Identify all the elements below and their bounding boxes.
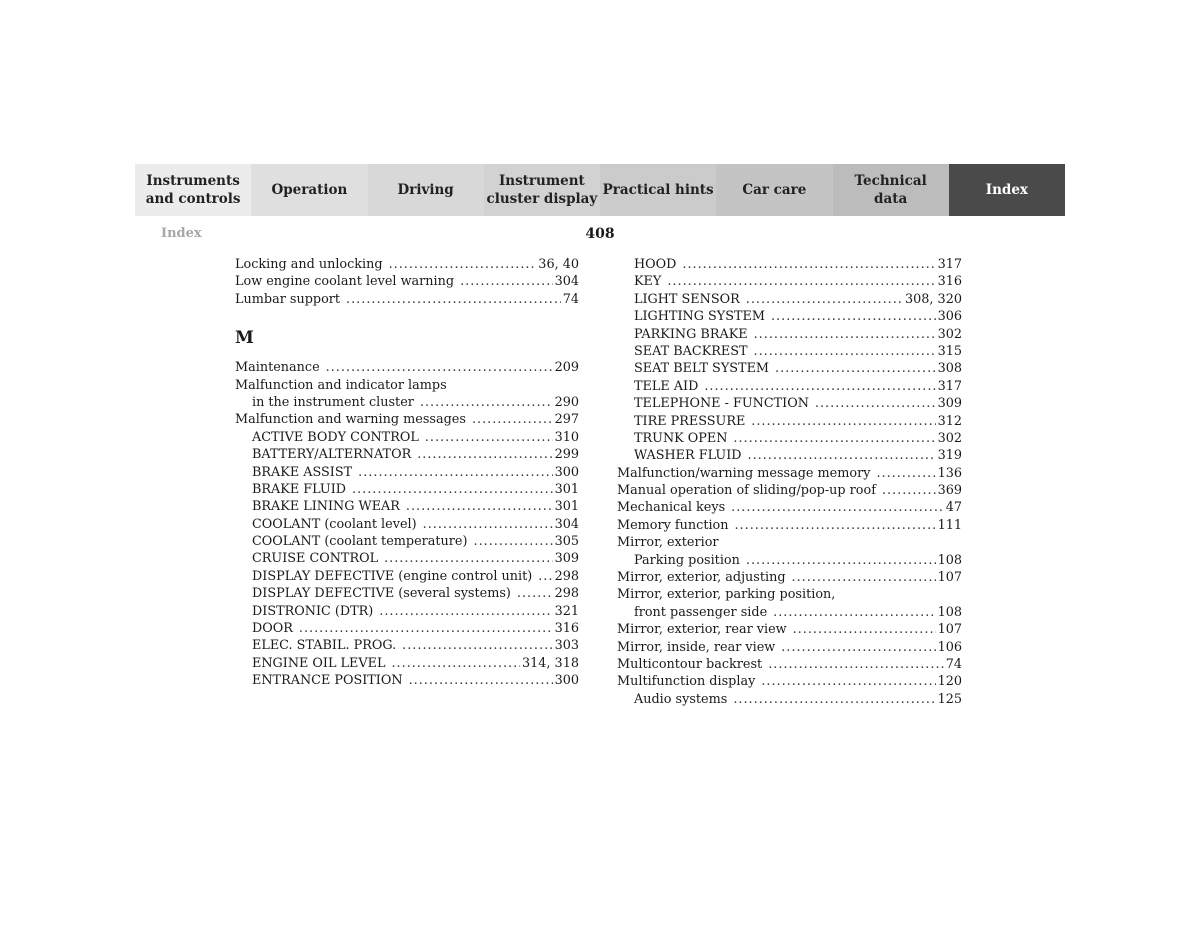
entry-page-reference[interactable]: 107 — [937, 570, 962, 586]
entry-page-reference[interactable]: 308, 320 — [905, 291, 962, 307]
index-entry[interactable] — [617, 447, 962, 464]
index-entry[interactable] — [617, 430, 962, 447]
index-entry[interactable] — [235, 273, 579, 290]
index-entry[interactable] — [235, 359, 579, 376]
entry-text: COOLANT (coolant level) — [252, 516, 417, 532]
dot-leader — [417, 446, 552, 463]
entry-text: Memory function — [617, 517, 729, 533]
index-entry[interactable] — [617, 604, 962, 621]
entry-page-reference[interactable]: 309 — [937, 396, 962, 412]
index-entry-heading — [617, 586, 962, 603]
entry-text: COOLANT (coolant temperature) — [252, 534, 468, 550]
tab-instrument-cluster-display[interactable]: Instrument cluster display — [484, 164, 600, 216]
dot-leader — [667, 273, 935, 290]
entry-text: WASHER FLUID — [634, 448, 742, 464]
index-entry[interactable] — [617, 326, 962, 343]
dot-leader — [746, 291, 903, 308]
index-entry[interactable] — [235, 291, 579, 308]
index-entry[interactable] — [617, 569, 962, 586]
dot-leader — [771, 308, 936, 325]
entry-page-reference[interactable]: 125 — [937, 691, 962, 707]
index-entry[interactable] — [617, 499, 962, 516]
entry-text: CRUISE CONTROL — [252, 551, 379, 567]
entry-text: Low engine coolant level warning — [235, 274, 455, 290]
index-entry[interactable] — [235, 637, 579, 654]
index-entry[interactable] — [617, 273, 962, 290]
dot-leader — [748, 447, 936, 464]
dot-leader — [358, 464, 552, 481]
index-entry[interactable] — [617, 621, 962, 638]
tab-index[interactable]: Index — [949, 164, 1065, 216]
entry-text: ENTRANCE POSITION — [252, 673, 403, 689]
entry-page-reference[interactable]: 106 — [937, 639, 962, 655]
entry-page-reference[interactable]: 312 — [937, 413, 962, 429]
entry-text: Mirror, exterior, adjusting — [617, 570, 786, 586]
index-entry[interactable] — [235, 603, 579, 620]
entry-page-reference[interactable]: 309 — [554, 551, 579, 567]
entry-page-reference[interactable]: 290 — [554, 394, 579, 410]
dot-leader — [761, 673, 935, 690]
entry-page-reference[interactable]: 301 — [554, 481, 579, 497]
entry-text: ENGINE OIL LEVEL — [252, 655, 386, 671]
entry-text: Mirror, exterior, parking position, — [617, 587, 836, 603]
index-entry[interactable] — [617, 552, 962, 569]
entry-page-reference[interactable]: 299 — [554, 447, 579, 463]
dot-leader — [406, 498, 553, 515]
entry-text: Malfunction/warning message memory — [617, 465, 871, 481]
entry-page-reference[interactable]: 298 — [554, 586, 579, 602]
entry-page-reference[interactable]: 111 — [937, 517, 962, 533]
index-column-left — [235, 256, 579, 690]
index-entry[interactable] — [617, 482, 962, 499]
entry-text: LIGHTING SYSTEM — [634, 309, 765, 325]
index-entry[interactable] — [235, 550, 579, 567]
entry-page-reference[interactable]: 302 — [937, 326, 962, 342]
dot-leader — [474, 533, 553, 550]
index-entry[interactable] — [617, 343, 962, 360]
index-entry-heading — [235, 377, 579, 394]
entry-page-reference[interactable]: 315 — [937, 343, 962, 359]
entry-page-reference[interactable]: 305 — [554, 534, 579, 550]
index-entry[interactable] — [617, 308, 962, 325]
entry-text: Parking position — [634, 552, 740, 568]
dot-leader — [409, 672, 553, 689]
entry-text: DISTRONIC (DTR) — [252, 603, 374, 619]
dot-leader — [425, 429, 553, 446]
index-entry[interactable] — [235, 672, 579, 689]
entry-page-reference[interactable]: 74 — [562, 291, 579, 307]
entry-text: KEY — [634, 274, 662, 290]
dot-leader — [352, 481, 553, 498]
entry-text: BATTERY/ALTERNATOR — [252, 447, 412, 463]
dot-leader — [472, 411, 553, 428]
entry-text: Multifunction display — [617, 674, 756, 690]
entry-page-reference[interactable]: 47 — [945, 500, 962, 516]
index-entry[interactable] — [617, 465, 962, 482]
chapter-tabs — [135, 164, 1065, 216]
index-entry[interactable] — [617, 517, 962, 534]
dot-leader — [815, 395, 936, 412]
dot-leader — [460, 273, 553, 290]
dot-leader — [773, 604, 935, 621]
index-entry[interactable] — [235, 655, 579, 672]
entry-page-reference[interactable]: 297 — [554, 412, 579, 428]
dot-leader — [682, 256, 935, 273]
entry-text: front passenger side — [634, 604, 768, 620]
tab-practical-hints[interactable]: Practical hints — [600, 164, 716, 216]
entry-page-reference[interactable]: 36, 40 — [538, 257, 579, 272]
entry-page-reference[interactable]: 319 — [937, 448, 962, 464]
dot-leader — [746, 552, 936, 569]
dot-leader — [420, 394, 553, 411]
dot-leader — [346, 291, 561, 308]
dot-leader — [731, 499, 944, 516]
index-entry[interactable] — [617, 395, 962, 412]
index-entry[interactable] — [617, 256, 962, 273]
tab-car-care[interactable]: Car care — [716, 164, 832, 216]
entry-page-reference[interactable]: 308 — [937, 361, 962, 377]
dot-leader — [389, 256, 537, 273]
tab-operation[interactable]: Operation — [251, 164, 367, 216]
entry-page-reference[interactable]: 107 — [937, 622, 962, 638]
dot-leader — [704, 378, 935, 395]
dot-leader — [326, 359, 553, 376]
entry-page-reference[interactable]: 310 — [554, 429, 579, 445]
entry-page-reference[interactable]: 317 — [937, 378, 962, 394]
entry-text: ELEC. STABIL. PROG. — [252, 638, 397, 654]
index-entry[interactable] — [235, 429, 579, 446]
index-group-m — [235, 359, 579, 689]
index-entry[interactable] — [235, 481, 579, 498]
index-entry[interactable] — [617, 291, 962, 308]
dot-leader — [876, 465, 935, 482]
entry-text: PARKING BRAKE — [634, 326, 748, 342]
entry-page-reference[interactable]: 301 — [554, 499, 579, 515]
dot-leader — [754, 343, 936, 360]
dot-leader — [402, 637, 552, 654]
entry-text: Maintenance — [235, 360, 320, 376]
entry-text: SEAT BACKREST — [634, 343, 748, 359]
index-group-l — [235, 256, 579, 308]
entry-page-reference[interactable]: 321 — [554, 603, 579, 619]
entry-page-reference[interactable]: 120 — [937, 674, 962, 690]
dot-leader — [517, 585, 553, 602]
entry-text: Manual operation of sliding/pop-up roof — [617, 483, 876, 499]
index-entry[interactable] — [617, 673, 962, 690]
entry-text: DISPLAY DEFECTIVE (engine control unit) — [252, 568, 533, 584]
index-entry[interactable] — [617, 639, 962, 656]
entry-page-reference[interactable]: 136 — [937, 465, 962, 481]
dot-leader — [792, 569, 936, 586]
entry-text: Mirror, inside, rear view — [617, 639, 776, 655]
entry-page-reference[interactable]: 316 — [937, 274, 962, 290]
dot-leader — [735, 517, 936, 534]
dot-leader — [379, 603, 552, 620]
index-entry[interactable] — [235, 516, 579, 533]
dot-leader — [768, 656, 944, 673]
entry-text: SEAT BELT SYSTEM — [634, 361, 770, 377]
tab-instruments-and-controls[interactable]: Instruments and controls — [135, 164, 251, 216]
dot-leader — [751, 413, 935, 430]
entry-text: Locking and unlocking — [235, 257, 383, 272]
entry-text: Lumbar support — [235, 291, 341, 307]
entry-page-reference[interactable]: 303 — [554, 638, 579, 654]
entry-page-reference[interactable]: 74 — [945, 656, 962, 672]
entry-text: TRUNK OPEN — [634, 430, 728, 446]
entry-page-reference[interactable]: 209 — [554, 360, 579, 376]
entry-text: Mechanical keys — [617, 500, 726, 516]
dot-leader — [384, 550, 552, 567]
dot-leader — [391, 655, 520, 672]
entry-page-reference[interactable]: 108 — [937, 604, 962, 620]
entry-page-reference[interactable]: 302 — [937, 430, 962, 446]
entry-text: TELEPHONE - FUNCTION — [634, 396, 809, 412]
entry-text: Malfunction and warning messages — [235, 412, 466, 428]
entry-page-reference[interactable]: 304 — [554, 274, 579, 290]
entry-text: Malfunction and indicator lamps — [235, 377, 447, 393]
entry-page-reference[interactable]: 298 — [554, 568, 579, 584]
entry-text: BRAKE FLUID — [252, 481, 347, 497]
dot-leader — [781, 639, 935, 656]
index-entry[interactable] — [235, 394, 579, 411]
entry-page-reference[interactable]: 300 — [554, 673, 579, 689]
index-entry[interactable] — [235, 256, 579, 273]
entry-text: Multicontour backrest — [617, 656, 763, 672]
entry-page-reference[interactable]: 317 — [937, 257, 962, 272]
entry-page-reference[interactable]: 314, 318 — [522, 655, 579, 671]
entry-text: BRAKE LINING WEAR — [252, 499, 400, 515]
entry-text: Mirror, exterior — [617, 535, 719, 551]
index-entry[interactable] — [617, 656, 962, 673]
index-entry-heading — [617, 534, 962, 551]
index-group-m-continued — [617, 256, 962, 708]
index-entry[interactable] — [235, 568, 579, 585]
index-entry[interactable] — [617, 691, 962, 708]
entry-page-reference[interactable]: 304 — [554, 516, 579, 532]
index-entry[interactable] — [617, 413, 962, 430]
dot-leader — [882, 482, 936, 499]
entry-page-reference[interactable]: 369 — [937, 483, 962, 499]
index-entry[interactable] — [235, 585, 579, 602]
entry-text: Mirror, exterior, rear view — [617, 622, 787, 638]
index-entry[interactable] — [235, 620, 579, 637]
index-entry[interactable] — [235, 411, 579, 428]
dot-leader — [299, 620, 553, 637]
section-label: Index — [161, 226, 202, 241]
entry-text: DISPLAY DEFECTIVE (several systems) — [252, 586, 511, 602]
tab-driving[interactable]: Driving — [368, 164, 484, 216]
entry-text: DOOR — [252, 621, 293, 637]
index-entry[interactable] — [617, 378, 962, 395]
entry-text: BRAKE ASSIST — [252, 464, 353, 480]
entry-page-reference[interactable]: 300 — [554, 464, 579, 480]
entry-text: TIRE PRESSURE — [634, 413, 746, 429]
page-number: 408 — [585, 226, 615, 242]
dot-leader — [538, 568, 552, 585]
entry-text: HOOD — [634, 257, 677, 272]
index-entry[interactable] — [235, 498, 579, 515]
index-entry[interactable] — [235, 533, 579, 550]
entry-text: LIGHT SENSOR — [634, 291, 740, 307]
dot-leader — [754, 326, 936, 343]
dot-leader — [733, 430, 935, 447]
dot-leader — [775, 360, 936, 377]
index-column-right — [617, 256, 962, 708]
index-letter-heading: M — [235, 328, 254, 349]
index-entry[interactable] — [617, 360, 962, 377]
index-entry[interactable] — [235, 464, 579, 481]
index-entry[interactable] — [235, 446, 579, 463]
entry-text: Audio systems — [634, 691, 728, 707]
dot-leader — [793, 621, 936, 638]
entry-text: in the instrument cluster — [252, 394, 414, 410]
dot-leader — [423, 516, 553, 533]
entry-page-reference[interactable]: 306 — [937, 309, 962, 325]
tab-technical-data[interactable]: Technical data — [833, 164, 949, 216]
entry-page-reference[interactable]: 108 — [937, 552, 962, 568]
dot-leader — [733, 691, 935, 708]
entry-text: ACTIVE BODY CONTROL — [252, 429, 419, 445]
entry-page-reference[interactable]: 316 — [554, 621, 579, 637]
entry-text: TELE AID — [634, 378, 699, 394]
